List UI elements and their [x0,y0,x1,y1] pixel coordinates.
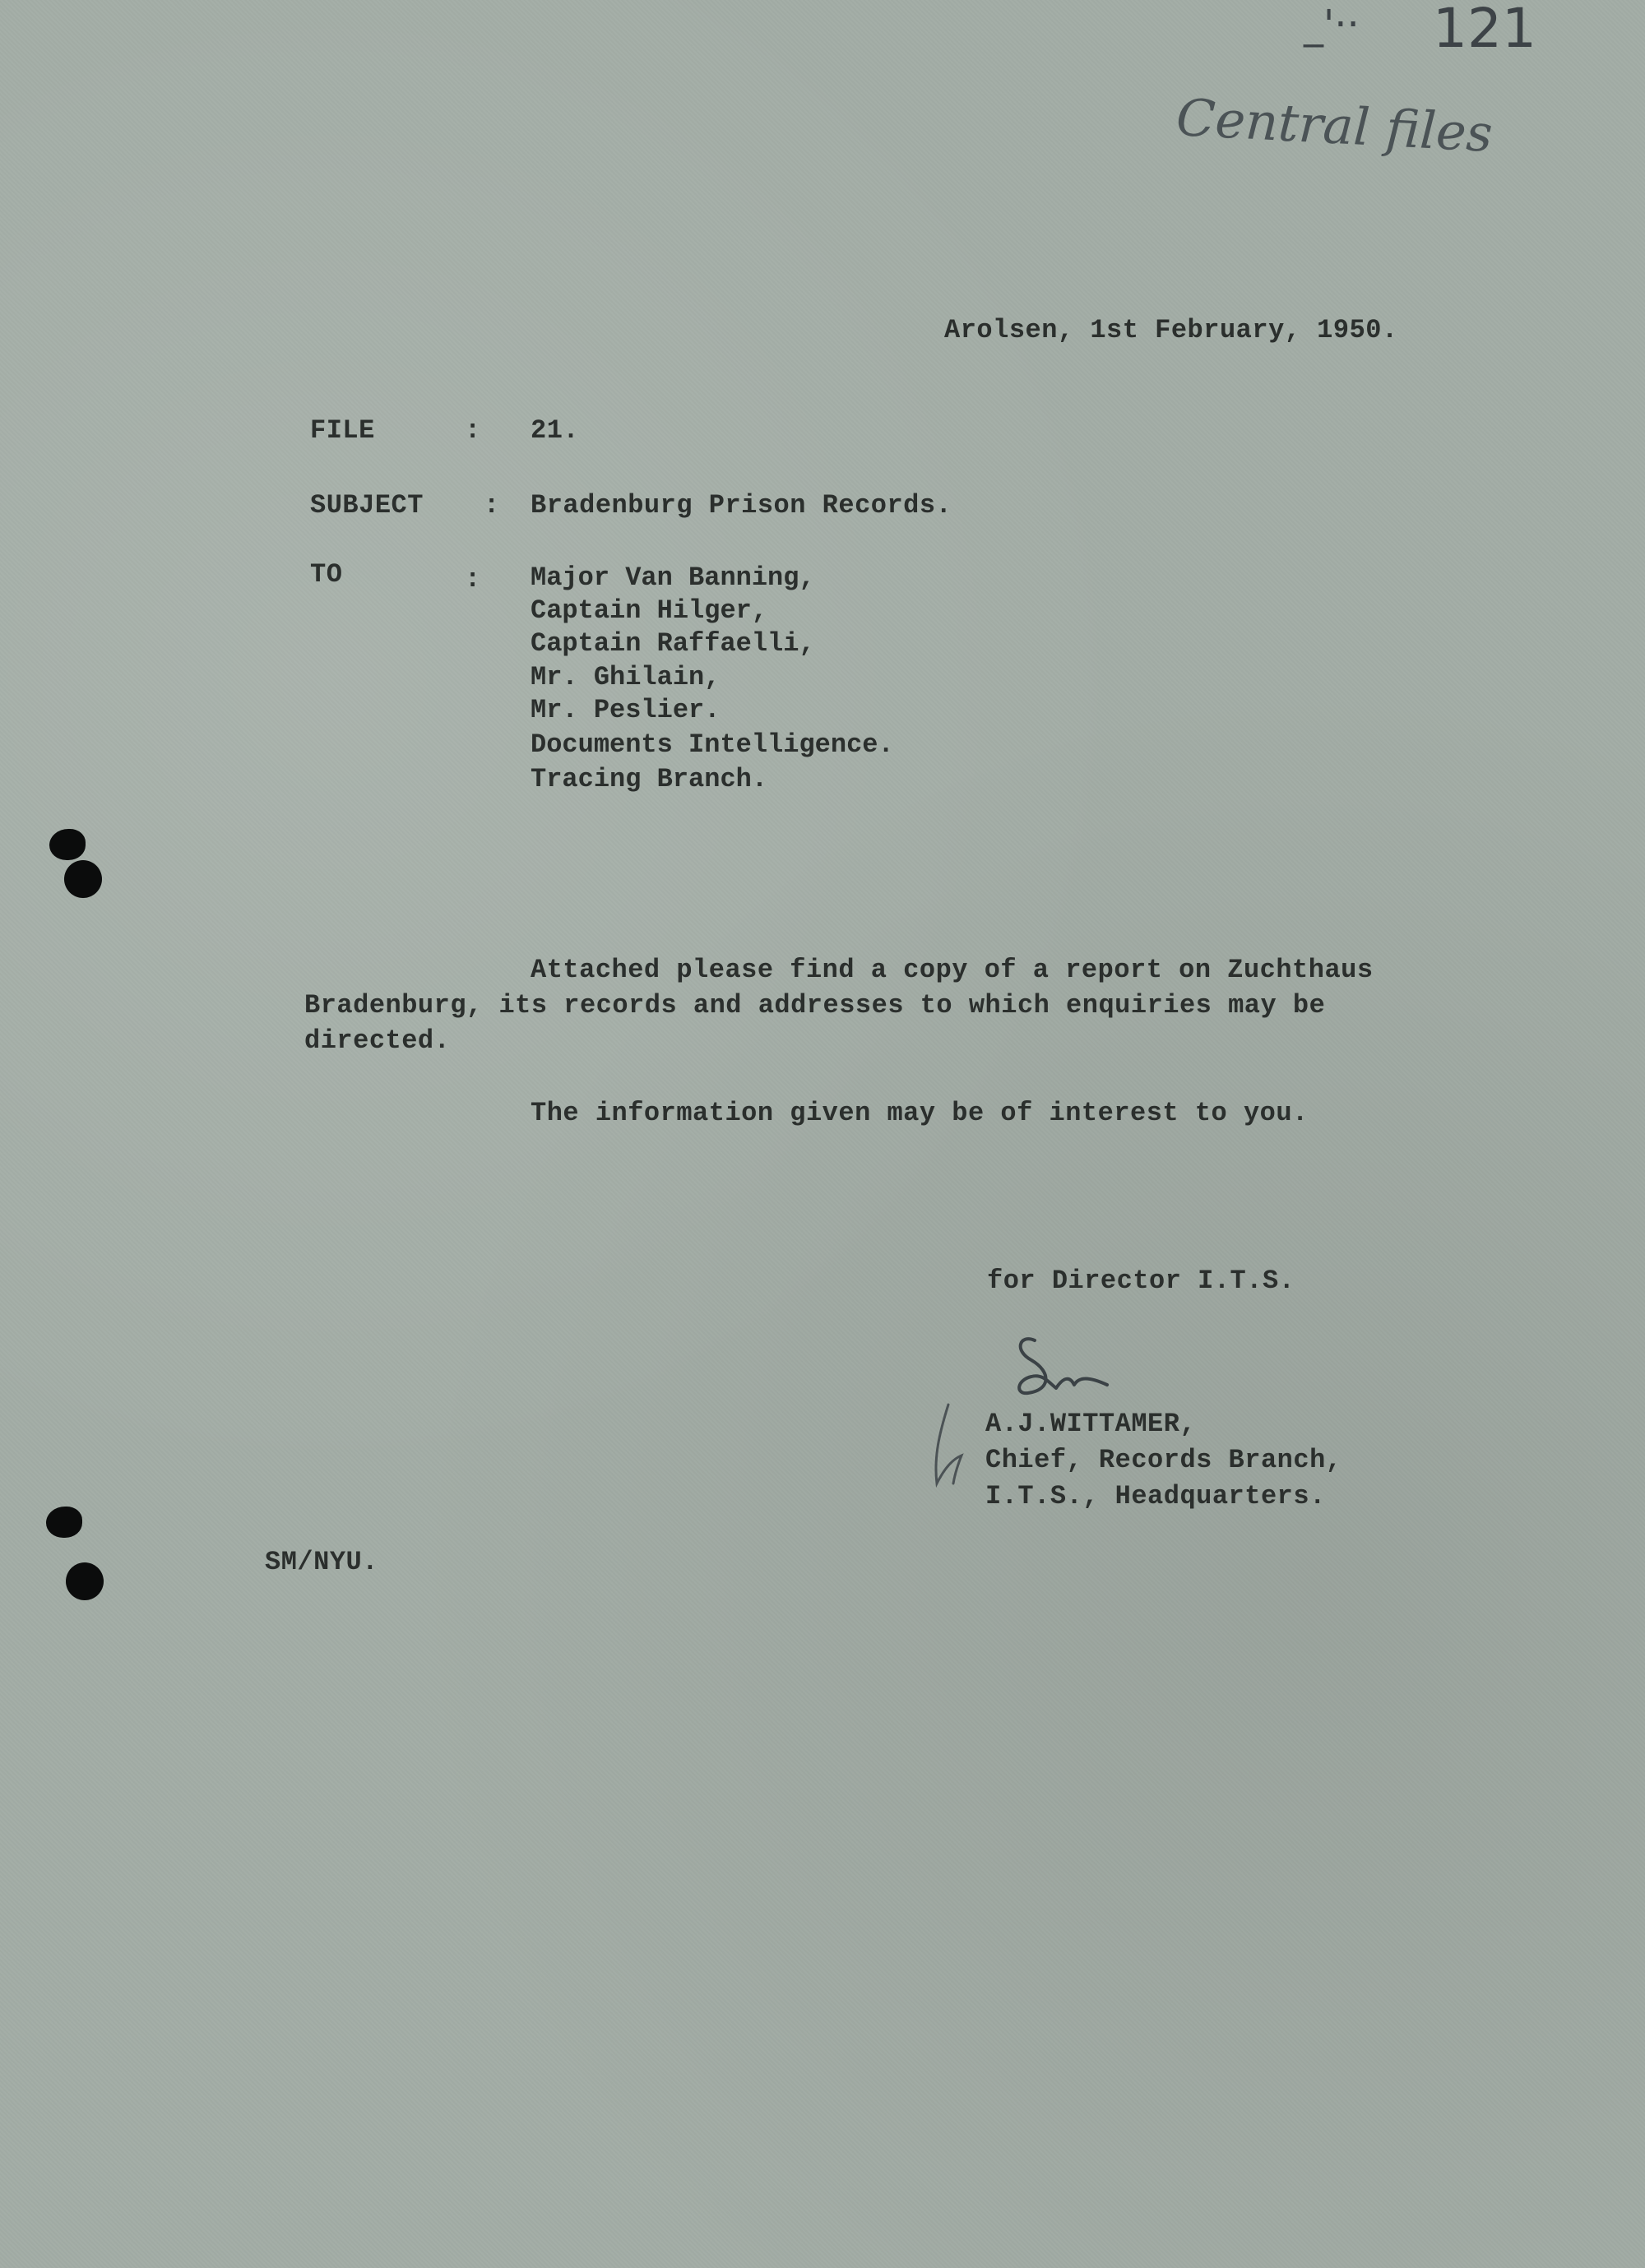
recipient-item: Mr. Ghilain, [531,662,721,692]
recipient-item: Major Van Banning, [531,562,815,593]
page-number: 121 [1433,0,1536,60]
signatory-name: A.J.WITTAMER, [985,1409,1197,1439]
body-line-3: directed. [304,1025,451,1056]
for-director-line: for Director I.T.S. [987,1266,1295,1296]
file-separator: : [465,415,481,446]
signatory-organization: I.T.S., Headquarters. [985,1481,1326,1511]
body-line-2: Bradenburg, its records and addresses to which enquiries may be [304,990,1326,1021]
punch-hole-top-mark [46,1507,82,1538]
to-separator: : [465,564,481,595]
to-label: TO [310,559,343,590]
punch-hole-top-mark [49,829,86,860]
file-label: FILE [310,415,375,446]
body-line-1: Attached please find a copy of a report on Zuchthaus [531,955,1374,985]
punch-hole [66,1562,104,1600]
handwritten-initials [1003,1326,1119,1416]
signatory-title: Chief, Records Branch, [985,1445,1342,1475]
subject-value: Bradenburg Prison Records. [531,490,952,521]
recipient-item: Captain Hilger, [531,595,768,626]
file-value: 21. [531,415,580,446]
handwritten-note: Central files [1175,86,1494,164]
reference-initials: SM/NYU. [265,1547,378,1577]
recipient-item: Documents Intelligence. [531,729,894,760]
subject-separator: : [484,490,500,521]
recipient-item: Tracing Branch. [531,764,768,794]
page-mark: _'·· [1304,2,1360,48]
place-date: Arolsen, 1st February, 1950. [944,315,1398,345]
recipient-item: Mr. Peslier. [531,695,721,725]
margin-mark [925,1398,975,1497]
punch-hole [64,860,102,898]
subject-label: SUBJECT [310,490,424,521]
recipient-item: Captain Raffaelli, [531,628,815,659]
body-paragraph-2: The information given may be of interest to you. [531,1098,1309,1128]
